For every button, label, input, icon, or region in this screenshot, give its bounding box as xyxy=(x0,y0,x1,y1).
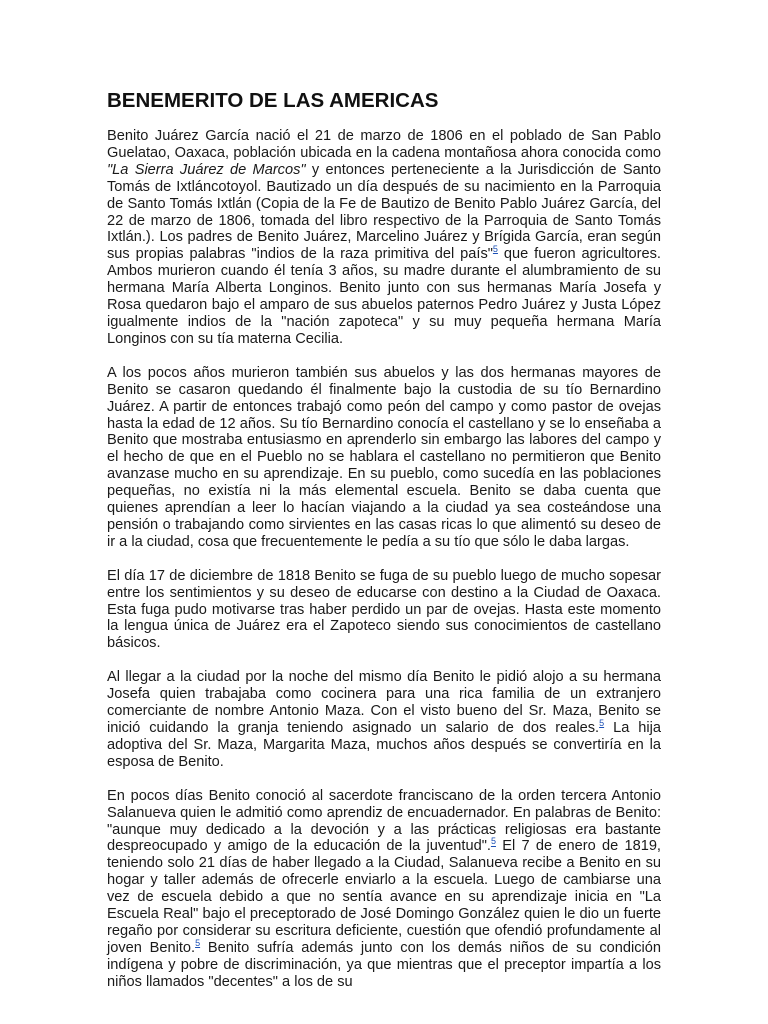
paragraph xyxy=(107,365,661,551)
paragraph-text: A los pocos años murieron también sus abuelos y las dos hermanas mayores de Benito se casaron quedando él finalmente bajo la custodia de su tío Bernardino Juárez. A partir de entonces trabajó como peón del campo y como pastor de ovejas hasta la edad de 12 años. Su tío Bernardino conocía el castellano y se lo enseñaba a Benito que mostraba entusiasmo en aprenderlo sin embargo las labores del campo y el hecho de que en el Pueblo no se hablara el castellano no permitieron que Benito avanzase mucho en su aprendizaje. En su pueblo, como sucedía en las poblaciones pequeñas, no existía ni la más elemental escuela. Benito se daba cuenta que quienes aprendían a leer lo hacían viajando a la ciudad ya sea costeándose una pensión o trabajando como sirvientes en las casas ricas lo que alimentó su deseo de ir a la ciudad, cosa que frecuentemente le pedía a su tío que sólo le daba largas. xyxy=(107,364,661,550)
paragraph xyxy=(107,669,661,770)
italic-text: "La Sierra Juárez de Marcos" xyxy=(107,161,306,178)
document-page xyxy=(107,88,661,991)
document-title: BENEMERITO DE LAS AMERICAS xyxy=(107,89,439,112)
paragraph xyxy=(107,568,661,653)
paragraph-text: y entonces perteneciente a la Jurisdicción de Santo Tomás de Ixtláncotoyol. Bautizado un día después de su nacimiento en la Parroquia de Santo Tomás Ixtlán (Copia de la Fe de Bautizo de Benito Pablo Juárez García, del 22 de marzo de 1806, tomada del libro respectivo de la Parroquia de Santo Tomás Ixtlán.). Los padres de Benito Juárez, Marcelino Juárez y Brígida García, eran según sus propias palabras "indios de la raza primitiva del país" xyxy=(107,161,661,263)
paragraph-text: Benito sufría además junto con los demás niños de su condición indígena y pobre de discriminación, ya que mientras que el preceptor impartía a los niños llamados "decentes" a los de su xyxy=(107,939,661,990)
footnote-reference-link[interactable]: 5 xyxy=(599,718,605,729)
paragraph-text: Al llegar a la ciudad por la noche del mismo día Benito le pidió alojo a su hermana Josefa quien trabajaba como cocinera para una rica familia de un extranjero comerciante de nombre Antonio Maza. Con el visto bueno del Sr. Maza, Benito se inició cuidando la granja teniendo asignado un salario de dos reales. xyxy=(107,669,661,736)
paragraph-text: que fueron agricultores. Ambos murieron cuando él tenía 3 años, su madre durante el alumbramiento de su hermana María Alberta Longinos. Benito junto con sus hermanas María Josefa y Rosa quedaron bajo el amparo de sus abuelos paternos Pedro Juárez y Justa López igualmente indios de la "nación zapoteca" y su muy pequeña hermana María Longinos con su tía materna Cecilia. xyxy=(107,246,661,347)
footnote-reference-link[interactable]: 5 xyxy=(195,938,201,949)
paragraph xyxy=(107,788,661,991)
footnote-reference-link[interactable]: 5 xyxy=(492,244,498,255)
paragraph-text: El 7 de enero de 1819, teniendo solo 21 días de haber llegado a la Ciudad, Salanueva recibe a Benito en su hogar y taller además de ofrecerle enviarlo a la escuela. Luego de cambiarse una vez de escuela debido a que no sentía avance en su aprendizaje inicia en "La Escuela Real" bajo el preceptorado de José Domingo González quien le dio un fuerte regaño por considerar su escritura deficiente, cuestión que ofendió profundamente al joven Benito. xyxy=(107,838,661,956)
paragraph xyxy=(107,128,661,348)
paragraph-text: En pocos días Benito conoció al sacerdote franciscano de la orden tercera Antonio Salanueva quien le admitió como aprendiz de encuadernador. En palabras de Benito: "aunque muy dedicado a la devoción y a las prácticas religiosas era bastante despreocupado y amigo de la educación de la juventud". xyxy=(107,787,661,855)
footnote-reference-link[interactable]: 5 xyxy=(490,836,496,847)
document-body xyxy=(107,128,661,991)
paragraph-text: El día 17 de diciembre de 1818 Benito se fuga de su pueblo luego de mucho sopesar entre los sentimientos y su deseo de educarse con destino a la Ciudad de Oaxaca. Esta fuga pudo motivarse tras haber perdido un par de ovejas. Hasta este momento la lengua única de Juárez era el Zapoteco siendo sus conocimientos de castellano básicos. xyxy=(107,567,661,652)
paragraph-text: La hija adoptiva del Sr. Maza, Margarita Maza, muchos años después se convertiría en la esposa de Benito. xyxy=(107,720,661,770)
paragraph-text: Benito Juárez García nació el 21 de marzo de 1806 en el poblado de San Pablo Guelatao, Oaxaca, población ubicada en la cadena montañosa ahora conocida como xyxy=(107,128,661,161)
